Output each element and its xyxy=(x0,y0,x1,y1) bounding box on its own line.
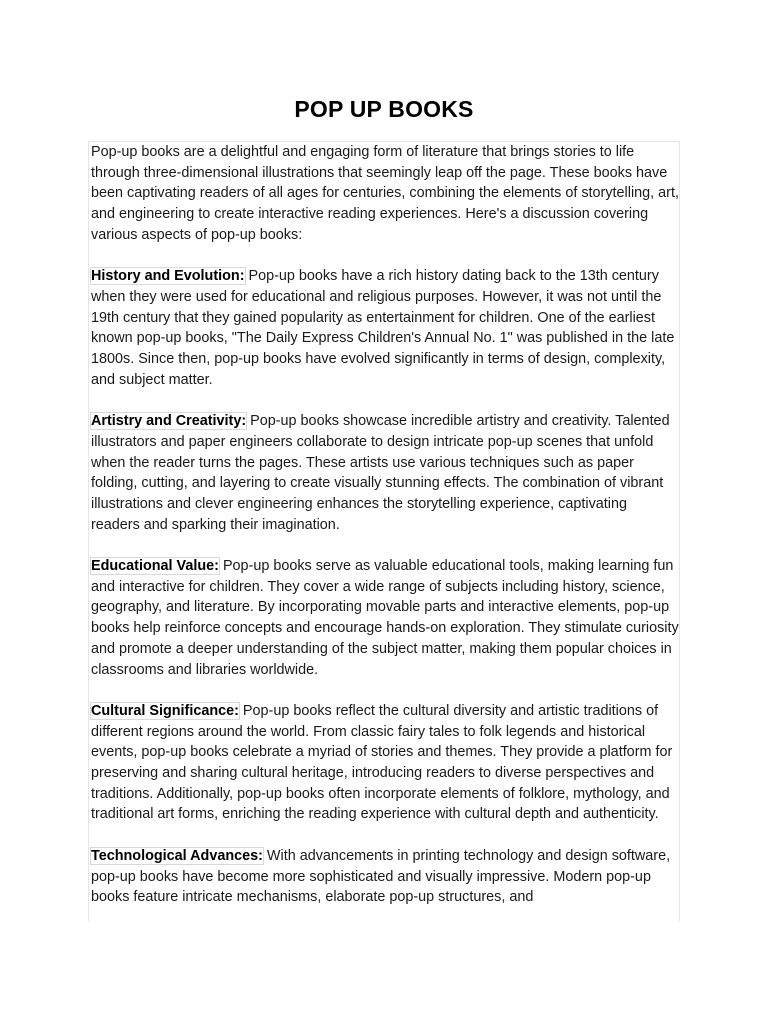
section-educational xyxy=(91,556,679,680)
section-text-history: Pop-up books have a rich history dating back to the 13th century when they were used for educational and religious purposes. However, it was not until the 19th century that they gained popularity as entertainment for children. One of the earliest known pop-up books, "The Daily Express Children's Annual No. 1" was published in the late 1800s. Since then, pop-up books have evolved significantly in terms of design, complexity, and subject matter. xyxy=(91,268,675,388)
section-heading-educational: Educational Value: xyxy=(91,558,219,575)
section-artistry xyxy=(91,411,679,535)
section-text-educational: Pop-up books serve as valuable educational tools, making learning fun and interactive for children. They cover a wide range of subjects including history, science, geography, and literature. By incorporating movable parts and interactive elements, pop-up books help reinforce concepts and encourage hands-on exploration. They stimulate curiosity and promote a deeper understanding of the subject matter, making them popular choices in classrooms and libraries worldwide. xyxy=(91,558,679,678)
section-technological xyxy=(91,846,679,908)
page-title: POP UP BOOKS xyxy=(294,96,474,122)
document-body xyxy=(88,141,680,921)
section-history xyxy=(91,266,679,390)
section-heading-cultural: Cultural Significance: xyxy=(91,702,239,719)
section-text-cultural: Pop-up books reflect the cultural diversity and artistic traditions of different regions around the world. From classic fairy tales to folk legends and historical events, pop-up books celebrate a myriad of stories and themes. They provide a platform for preserving and sharing cultural heritage, introducing readers to diverse perspectives and traditions. Additionally, pop-up books often incorporate elements of folklore, mythology, and traditional art forms, enriching the reading experience with cultural depth and authenticity. xyxy=(91,702,673,823)
section-heading-history: History and Evolution: xyxy=(91,268,245,285)
intro-paragraph: Pop-up books are a delightful and engaging form of literature that brings stories to life through three-dimensional illustrations that seemingly leap off the page. These books have been captivating readers of all ages for centuries, combining the elements of storytelling, art, and engineering to create interactive reading experiences. Here's a discussion covering various aspects of pop-up books: xyxy=(91,144,679,243)
section-cultural xyxy=(91,701,679,825)
section-text-technological: With advancements in printing technology and design software, pop-up books have become more sophisticated and visually impressive. Modern pop-up books feature intricate mechanisms, elaborate pop-up structures, and xyxy=(91,847,671,906)
section-text-artistry: Pop-up books showcase incredible artistry and creativity. Talented illustrators and paper engineers collaborate to design intricate pop-up scenes that unfold when the reader turns the pages. These artists use various techniques such as paper folding, cutting, and layering to create visually stunning effects. The combination of vibrant illustrations and clever engineering enhances the storytelling experience, captivating readers and sparking their imagination. xyxy=(91,413,670,533)
section-heading-artistry: Artistry and Creativity: xyxy=(91,413,247,430)
section-heading-technological: Technological Advances: xyxy=(91,847,263,864)
